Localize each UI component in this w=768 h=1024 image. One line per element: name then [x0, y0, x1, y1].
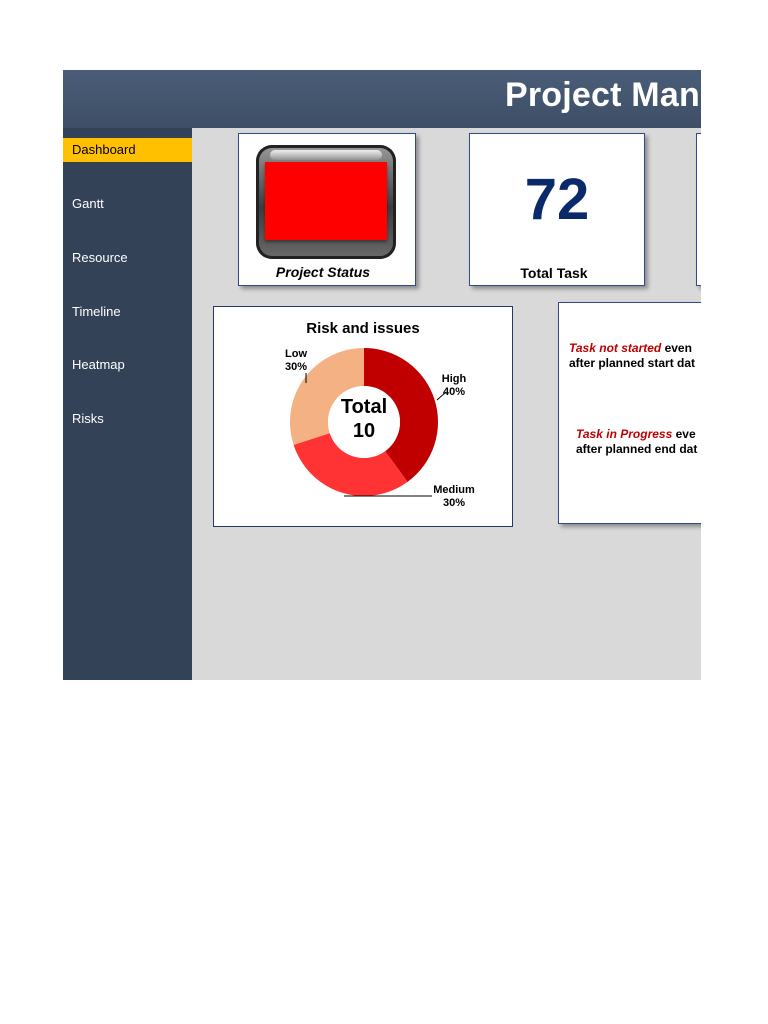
sidebar-item-resource[interactable]: Resource [72, 250, 128, 265]
total-task-count: 72 [524, 167, 590, 232]
chart-center-total-label: Total [340, 396, 388, 418]
header-bar [63, 70, 701, 128]
slice-value-low: 30% [284, 361, 308, 373]
project-status-label: Project Status [275, 264, 371, 280]
risk-donut-chart [214, 307, 512, 526]
slice-value-medium: 30% [442, 497, 466, 509]
alert-task-not-started [569, 341, 695, 371]
sidebar-item-gantt[interactable]: Gantt [72, 196, 104, 211]
risk-chart-card [213, 306, 513, 527]
total-task-card [469, 133, 645, 286]
task-alerts-card [558, 302, 701, 524]
slice-label-high: High [441, 373, 467, 385]
kpi-card-partial [696, 133, 701, 286]
status-indicator-fill [265, 162, 387, 240]
slice-label-low: Low [285, 348, 307, 360]
sidebar-item-heatmap[interactable]: Heatmap [72, 357, 125, 372]
page-title: Project Man [505, 76, 700, 114]
alert-text: after planned end dat [576, 442, 698, 456]
sidebar-item-dashboard[interactable]: Dashboard [63, 138, 192, 162]
project-status-card [238, 133, 416, 286]
alert-highlight: Task not started [569, 341, 662, 355]
sidebar [63, 128, 192, 680]
slice-label-medium: Medium [433, 484, 475, 496]
alert-task-in-progress [576, 427, 697, 457]
dashboard-window [63, 70, 701, 680]
alert-text: eve [672, 427, 696, 441]
sidebar-item-risks[interactable]: Risks [72, 411, 104, 426]
alert-highlight: Task in Progress [576, 427, 673, 441]
chart-center-total-value: 10 [352, 420, 376, 442]
alert-text: after planned start dat [569, 356, 696, 370]
status-indicator-gloss [270, 150, 382, 160]
chart-title: Risk and issues [306, 320, 420, 337]
alert-text: even [661, 341, 692, 355]
slice-value-high: 40% [442, 386, 466, 398]
sidebar-item-timeline[interactable]: Timeline [72, 304, 121, 319]
total-task-label: Total Task [520, 265, 588, 281]
status-indicator [256, 145, 396, 259]
